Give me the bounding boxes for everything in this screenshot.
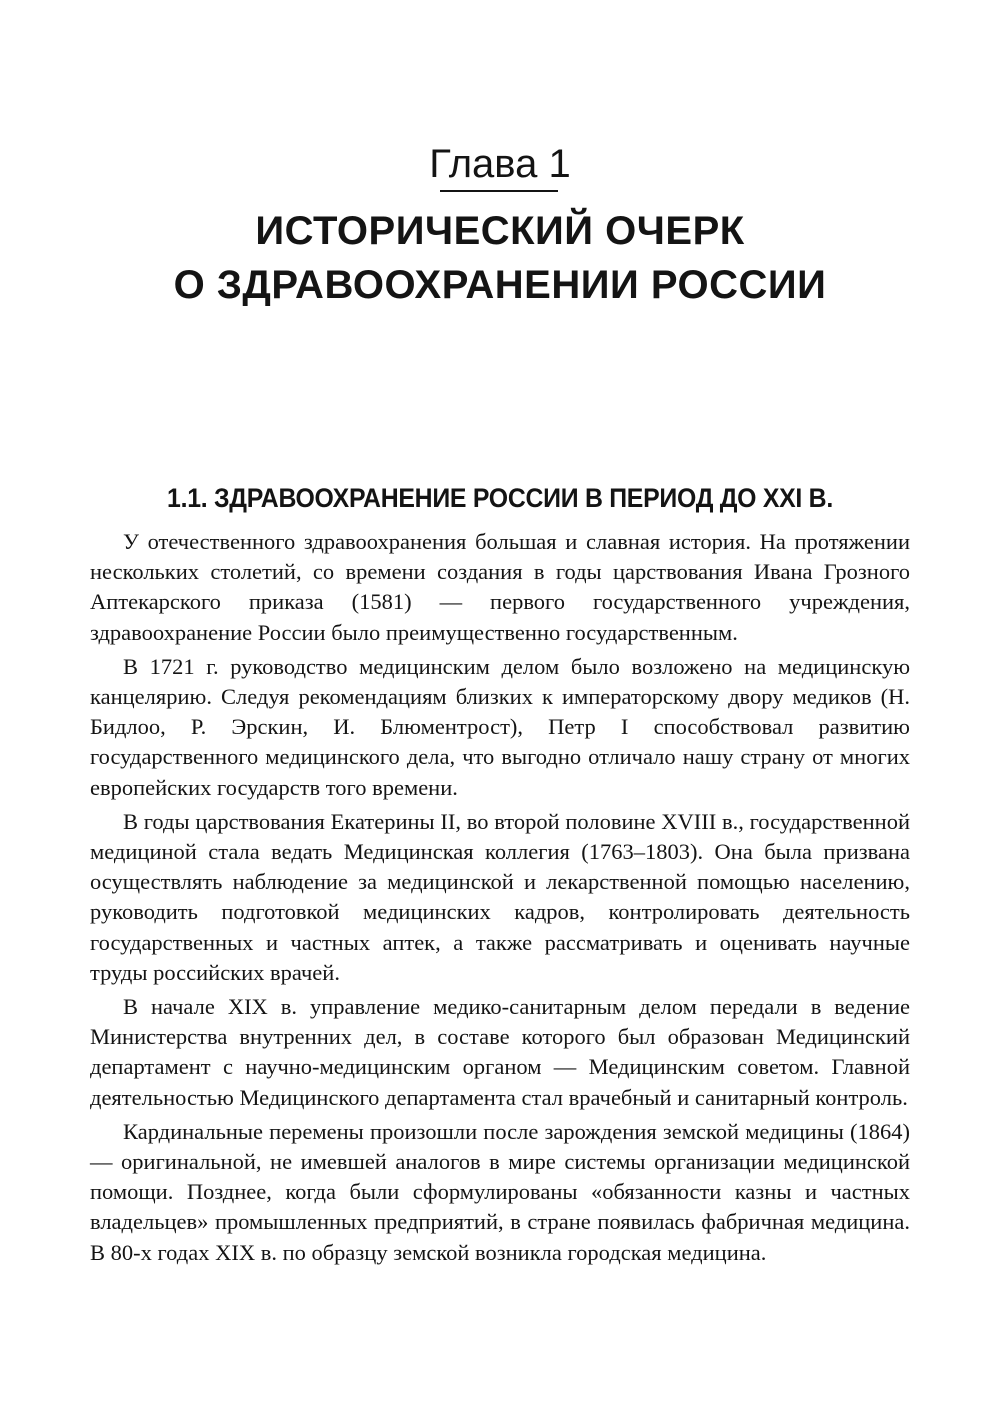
section-heading: 1.1. ЗДРАВООХРАНЕНИЕ РОССИИ В ПЕРИОД ДО XXI В. xyxy=(167,483,833,513)
paragraph: В годы царствования Екатерины II, во второй половине XVIII в., государственной медициной стала ведать Медицинская коллегия (1763–1803). Она была призвана осуществлять наблюдение за медицинской и лекарственной помощью населению, руководить подготовкой медицинских кадров, контролировать деятельность государственных и частных аптек, а также рассматривать и оценивать научные труды российских врачей. xyxy=(90,808,910,985)
chapter-title-line: О ЗДРАВООХРАНЕНИИ РОССИИ xyxy=(173,263,827,307)
chapter-title xyxy=(0,204,1000,312)
paragraph: В 1721 г. руководство медицинским делом было возложено на медицинскую канцелярию. Следуя рекомендациям близких к императорскому двору медиков (Н. Бидлоо, Р. Эрскин, И. Блюментрост), Петр I способствовал развитию государственного медицинского дела, что выгодно отличало нашу страну от многих европейских государств того времени. xyxy=(90,653,910,800)
chapter-label-underline xyxy=(440,190,558,192)
body-text xyxy=(90,527,910,1272)
chapter-label: Глава 1 xyxy=(429,142,571,186)
paragraph: В начале XIX в. управление медико-санитарным делом передали в ведение Министерства внутренних дел, в составе которого был образован Медицинский департамент с научно-медицинским органом — Медицинским советом. Главной деятельностью Медицинского департамента стал врачебный и санитарный контроль. xyxy=(90,994,910,1110)
paragraph: Кардинальные перемены произошли после зарождения земской медицины (1864) — оригинальной, не имевшей аналогов в мире системы организации медицинской помощи. Позднее, когда были сформулированы «обязанности казны и частных владельцев» промышленных предприятий, в стране появилась фабричная медицина. В 80-х годах XIX в. по образцу земской возникла городская медицина. xyxy=(90,1118,910,1265)
paragraph: У отечественного здравоохранения большая и славная история. На протяжении нескольких столетий, со времени создания в годы царствования Ивана Грозного Аптекарского приказа (1581) — первого государственного учреждения, здравоохранение России было преимущественно государственным. xyxy=(90,529,910,645)
chapter-title-line: ИСТОРИЧЕСКИЙ ОЧЕРК xyxy=(255,209,745,253)
